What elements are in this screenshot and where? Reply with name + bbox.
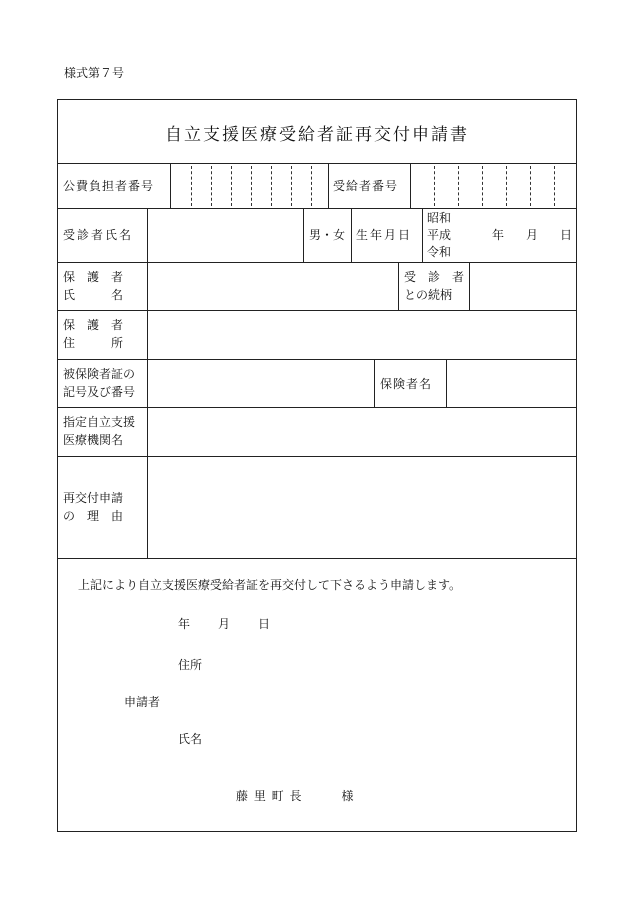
relation-label: [404, 268, 464, 304]
era-heisei: 平成: [427, 228, 452, 242]
gender-label: 男・女: [309, 228, 346, 242]
cell-divider: [422, 208, 423, 262]
guardian-name-label-line1: 保 護 者: [63, 270, 124, 284]
guardian-address-label-line1: 保 護 者: [63, 318, 124, 332]
row-divider: [58, 456, 576, 457]
cell-divider: [351, 208, 352, 262]
relation-label-line2: との続柄: [404, 288, 453, 302]
digit-divider: [251, 166, 252, 206]
addressee: 藤 里 町 長 様: [236, 789, 355, 803]
recipient-number-label: 受給者番号: [333, 179, 399, 193]
declaration-month-unit: 月: [218, 617, 231, 631]
row-divider: [58, 163, 576, 164]
application-form: [57, 99, 577, 832]
era-reiwa: 令和: [427, 245, 452, 259]
birth-month-unit: 月: [526, 228, 539, 242]
cell-divider: [147, 262, 148, 310]
row-divider: [58, 208, 576, 209]
declaration-year-unit: 年: [178, 617, 191, 631]
cell-divider: [374, 359, 375, 407]
insurer-label: 保険者名: [380, 377, 433, 391]
form-title: 自立支援医療受給者証再交付申請書: [165, 125, 469, 145]
row-divider: [58, 558, 576, 559]
cell-divider: [147, 359, 148, 407]
institution-label-line1: 指定自立支援: [63, 415, 136, 429]
cell-divider: [446, 359, 447, 407]
form-number: 様式第７号: [64, 66, 125, 80]
institution-label-line2: 医療機関名: [63, 433, 124, 447]
declaration-statement: 上記により自立支援医療受給者証を再交付して下さるよう申請します。: [78, 578, 462, 592]
digit-divider: [554, 166, 555, 206]
digit-divider: [530, 166, 531, 206]
insured-card-label-line1: 被保険者証の: [63, 367, 136, 381]
guardian-address-label: [63, 316, 123, 352]
reason-label-line2: の 理 由: [63, 509, 124, 523]
digit-divider: [291, 166, 292, 206]
era-showa: 昭和: [427, 211, 452, 225]
row-divider: [58, 359, 576, 360]
declaration-day-unit: 日: [258, 617, 271, 631]
digit-divider: [311, 166, 312, 206]
name-label: 氏名: [178, 732, 203, 746]
birth-day-unit: 日: [560, 228, 573, 242]
digit-divider: [434, 166, 435, 206]
cell-divider: [147, 310, 148, 359]
patient-name-label: 受診者氏名: [63, 228, 134, 242]
guardian-name-label: [63, 268, 123, 304]
guardian-name-label-line2: 氏 名: [63, 288, 124, 302]
cell-divider: [303, 208, 304, 262]
burden-number-label: 公費負担者番号: [63, 179, 155, 193]
digit-divider: [482, 166, 483, 206]
row-divider: [58, 262, 576, 263]
relation-label-line1: 受 診 者: [404, 270, 465, 284]
digit-divider: [458, 166, 459, 206]
reason-label: [63, 489, 123, 525]
applicant-label: 申請者: [124, 695, 161, 709]
digit-divider: [211, 166, 212, 206]
cell-divider: [147, 407, 148, 456]
institution-label: [63, 413, 135, 449]
insured-card-label: [63, 365, 135, 401]
guardian-address-label-line2: 住 所: [63, 336, 124, 350]
digit-divider: [231, 166, 232, 206]
digit-divider: [191, 166, 192, 206]
cell-divider: [410, 163, 411, 208]
row-divider: [58, 407, 576, 408]
cell-divider: [147, 456, 148, 558]
reason-label-line1: 再交付申請: [63, 491, 124, 505]
cell-divider: [170, 163, 171, 208]
cell-divider: [328, 163, 329, 208]
digit-divider: [271, 166, 272, 206]
digit-divider: [506, 166, 507, 206]
cell-divider: [147, 208, 148, 262]
birth-year-unit: 年: [492, 228, 505, 242]
row-divider: [58, 310, 576, 311]
insured-card-label-line2: 記号及び番号: [63, 385, 136, 399]
cell-divider: [469, 262, 470, 310]
address-label: 住所: [178, 658, 203, 672]
birth-date-label: 生年月日: [356, 228, 413, 242]
cell-divider: [398, 262, 399, 310]
